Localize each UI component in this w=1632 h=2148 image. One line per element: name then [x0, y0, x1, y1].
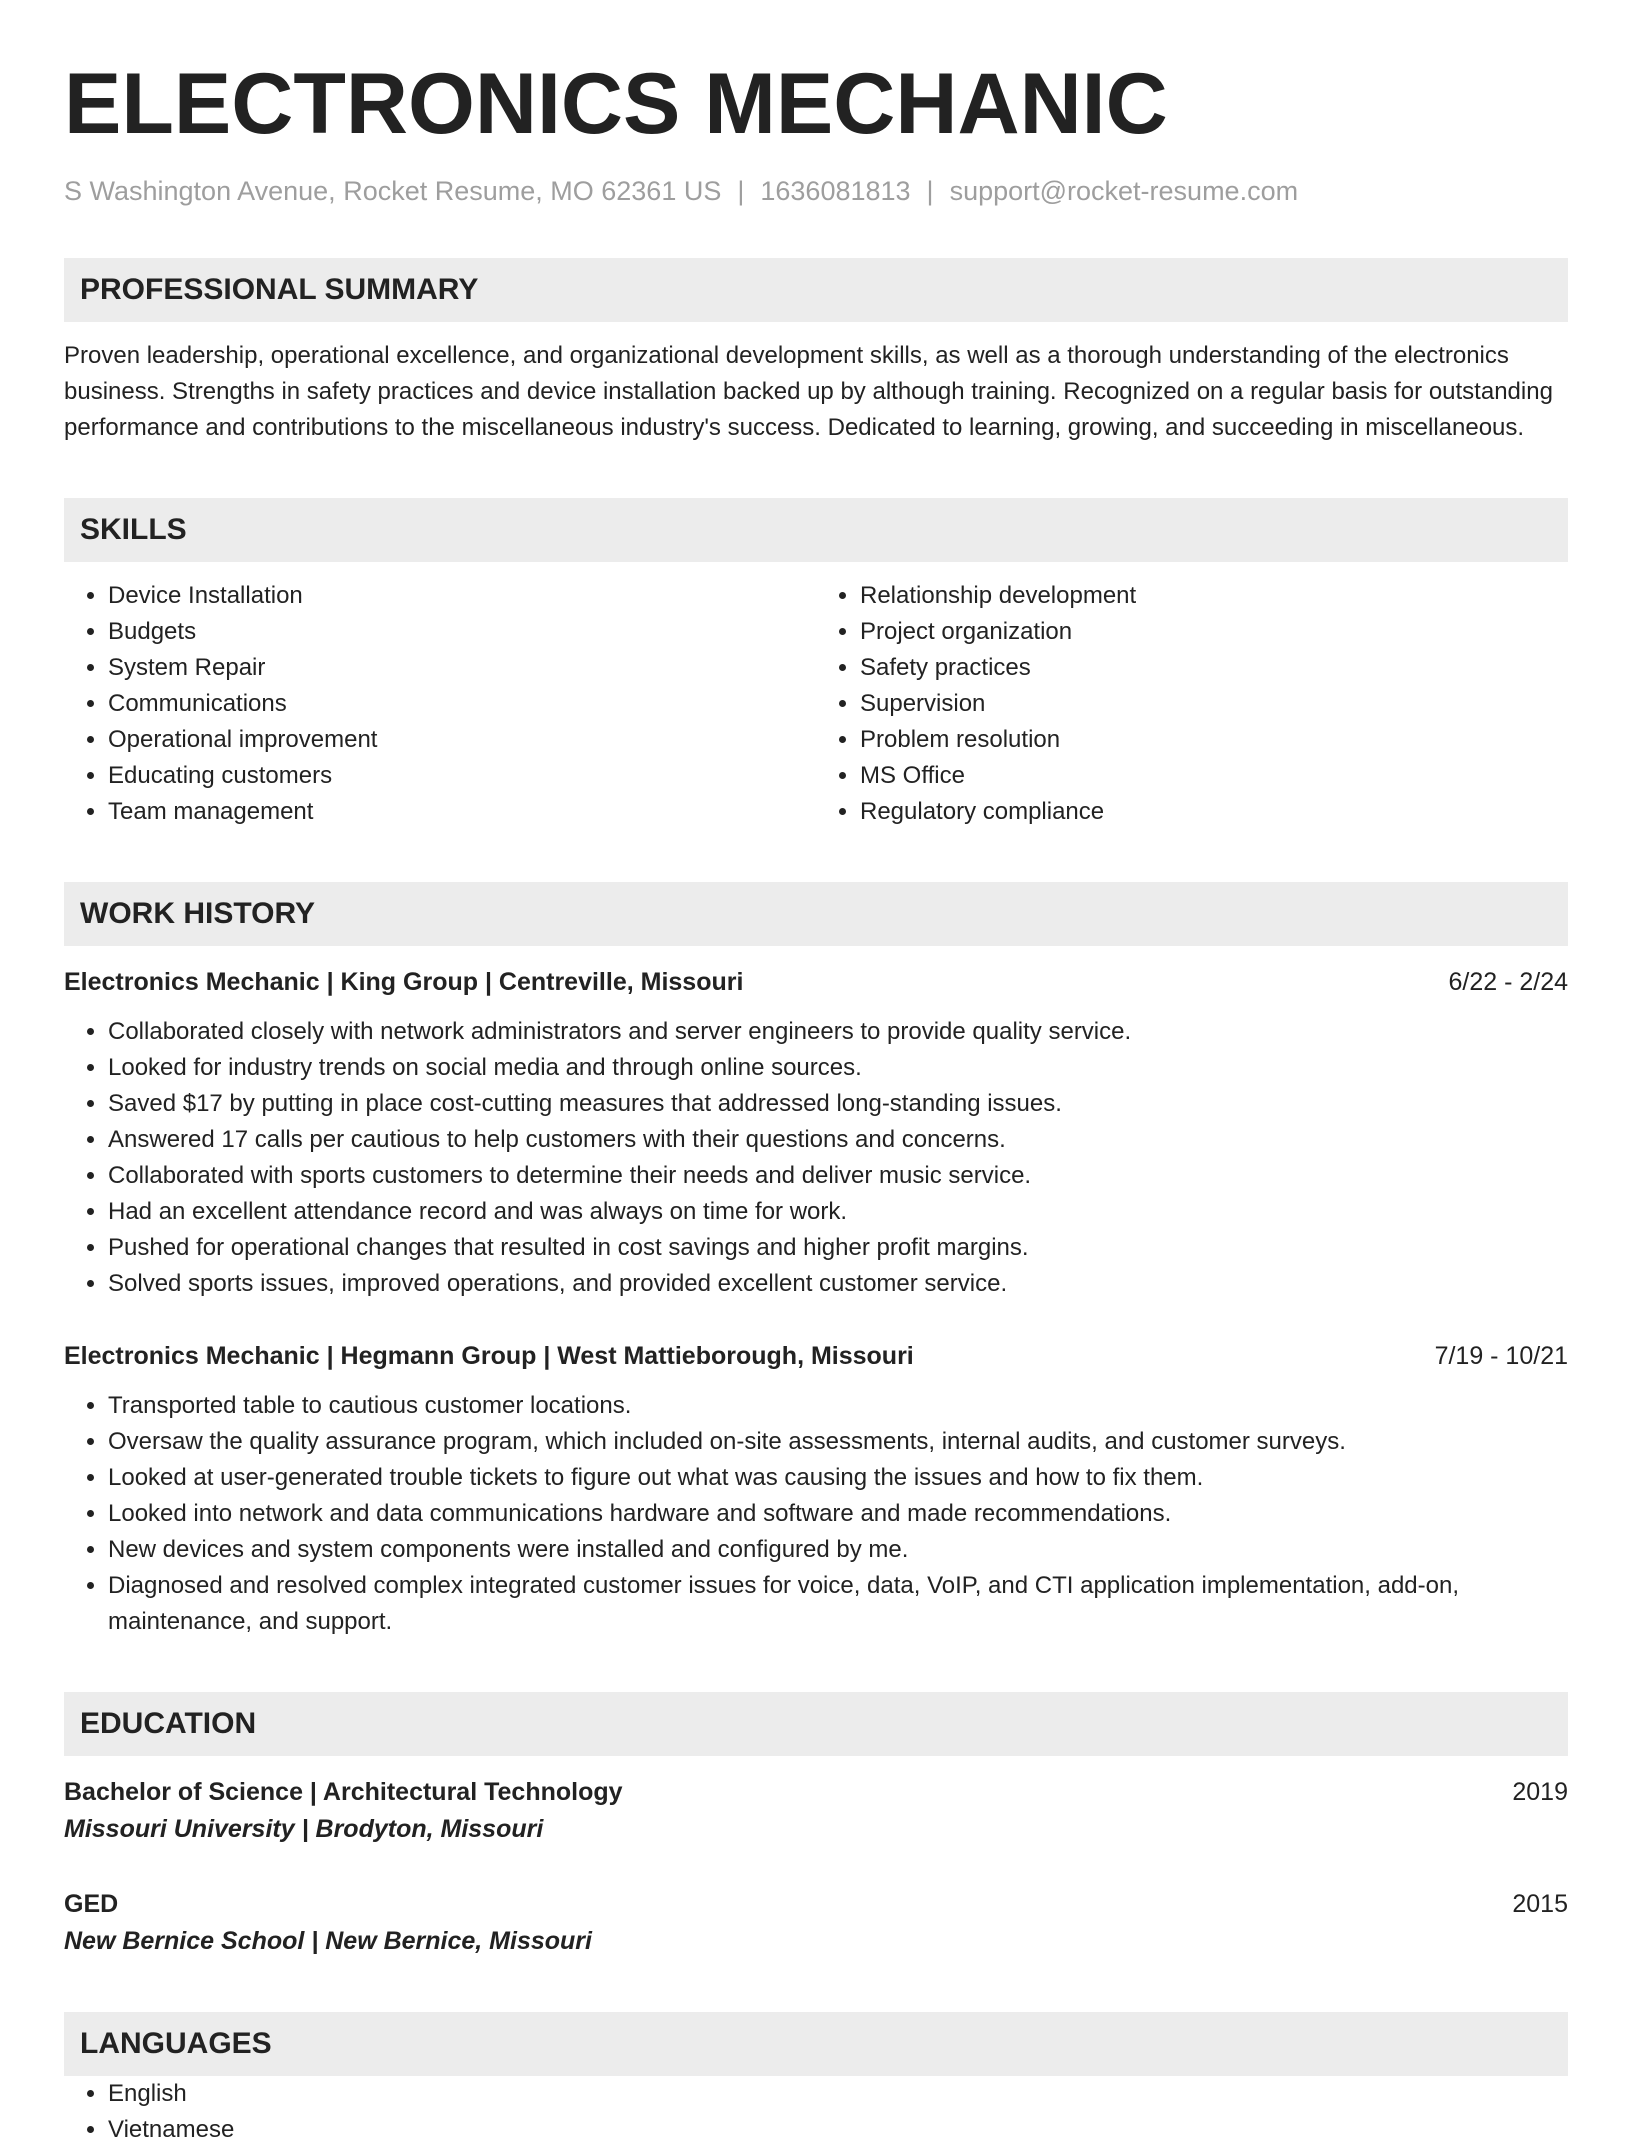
skill-item: • MS Office: [860, 758, 1568, 794]
education-year: 2015: [1512, 1890, 1568, 1918]
section-heading-languages: LANGUAGES: [64, 2012, 1568, 2076]
skill-item: • Project organization: [860, 614, 1568, 650]
job-dates: 7/19 - 10/21: [1434, 1342, 1568, 1370]
languages-list: [64, 2076, 1568, 2148]
education-header: [64, 1774, 1568, 1810]
skill-item: • Operational improvement: [108, 722, 816, 758]
job-bullet: • Diagnosed and resolved complex integrated customer issues for voice, data, VoIP, and CTI application implementation, add-on, maintenance, and support.: [108, 1568, 1568, 1640]
job-bullet: • Looked at user-generated trouble tickets to figure out what was causing the issues and how to fix them.: [108, 1460, 1568, 1496]
skill-item: • Relationship development: [860, 578, 1568, 614]
resume-name: ELECTRONICS MECHANIC: [64, 56, 1168, 152]
job-bullet: • Solved sports issues, improved operations, and provided excellent customer service.: [108, 1266, 1568, 1302]
education-school: New Bernice School | New Bernice, Missouri: [64, 1927, 592, 1955]
skill-item: • Budgets: [108, 614, 816, 650]
skill-item: • Team management: [108, 794, 816, 830]
job-bullet: • Looked into network and data communications hardware and software and made recommendations.: [108, 1496, 1568, 1532]
skill-item: • Device Installation: [108, 578, 816, 614]
section-heading-summary: PROFESSIONAL SUMMARY: [64, 258, 1568, 322]
job-title: Electronics Mechanic | Hegmann Group | West Mattieborough, Missouri: [64, 1342, 914, 1370]
language-item: • English: [108, 2076, 1568, 2112]
skill-item: • Regulatory compliance: [860, 794, 1568, 830]
education-entry: [64, 1886, 1568, 1960]
skill-item: • Problem resolution: [860, 722, 1568, 758]
job-bullet: • Looked for industry trends on social media and through online sources.: [108, 1050, 1568, 1086]
skills-column-left: [64, 578, 816, 830]
job-header: [64, 1338, 1568, 1374]
job-title: Electronics Mechanic | King Group | Centreville, Missouri: [64, 968, 744, 996]
skill-item: • Educating customers: [108, 758, 816, 794]
job-bullet: • Collaborated with sports customers to determine their needs and deliver music service.: [108, 1158, 1568, 1194]
skill-item: • Supervision: [860, 686, 1568, 722]
job-bullet: • Had an excellent attendance record and was always on time for work.: [108, 1194, 1568, 1230]
job-bullet: • Saved $17 by putting in place cost-cutting measures that addressed long-standing issues.: [108, 1086, 1568, 1122]
skills-list: [64, 578, 1568, 830]
job-header: [64, 964, 1568, 1000]
contact-email: support@rocket-resume.com: [949, 176, 1299, 206]
education-header: [64, 1886, 1568, 1922]
job-bullet: • New devices and system components were installed and configured by me.: [108, 1532, 1568, 1568]
job-entry: [64, 964, 1568, 1302]
section-heading-education: EDUCATION: [64, 1692, 1568, 1756]
job-dates: 6/22 - 2/24: [1448, 968, 1568, 996]
section-heading-work-history: WORK HISTORY: [64, 882, 1568, 946]
job-bullet: • Pushed for operational changes that resulted in cost savings and higher profit margins.: [108, 1230, 1568, 1266]
job-entry: [64, 1338, 1568, 1640]
skill-item: • Safety practices: [860, 650, 1568, 686]
education-entry: [64, 1774, 1568, 1848]
contact-separator: |: [926, 176, 934, 206]
job-bullet: • Answered 17 calls per cautious to help customers with their questions and concerns.: [108, 1122, 1568, 1158]
contact-address: S Washington Avenue, Rocket Resume, MO 62361 US: [64, 176, 722, 206]
language-item: • Vietnamese: [108, 2112, 1568, 2148]
job-bullets: [64, 1388, 1568, 1640]
summary-text: Proven leadership, operational excellence, and organizational development skills, as well as a thorough understanding of the electronics business. Strengths in safety practices and device installation backed up by although training. Recognized on a regular basis for outstanding performance and contributions to the miscellaneous industry's success. Dedicated to learning, growing, and succeeding in miscellaneous.: [64, 342, 1553, 441]
skills-column-right: [816, 578, 1568, 830]
contact-phone: 1636081813: [760, 176, 911, 206]
contact-separator: |: [737, 176, 745, 206]
section-heading-skills: SKILLS: [64, 498, 1568, 562]
job-bullets: [64, 1014, 1568, 1302]
education-school: Missouri University | Brodyton, Missouri: [64, 1815, 544, 1843]
contact-line: [64, 174, 1568, 208]
job-bullet: • Transported table to cautious customer locations.: [108, 1388, 1568, 1424]
education-degree: Bachelor of Science | Architectural Technology: [64, 1778, 623, 1806]
education-degree: GED: [64, 1890, 119, 1918]
job-bullet: • Oversaw the quality assurance program, which included on-site assessments, internal audits, and customer surveys.: [108, 1424, 1568, 1460]
job-bullet: • Collaborated closely with network administrators and server engineers to provide quality service.: [108, 1014, 1568, 1050]
skill-item: • System Repair: [108, 650, 816, 686]
skill-item: • Communications: [108, 686, 816, 722]
education-year: 2019: [1512, 1778, 1568, 1806]
